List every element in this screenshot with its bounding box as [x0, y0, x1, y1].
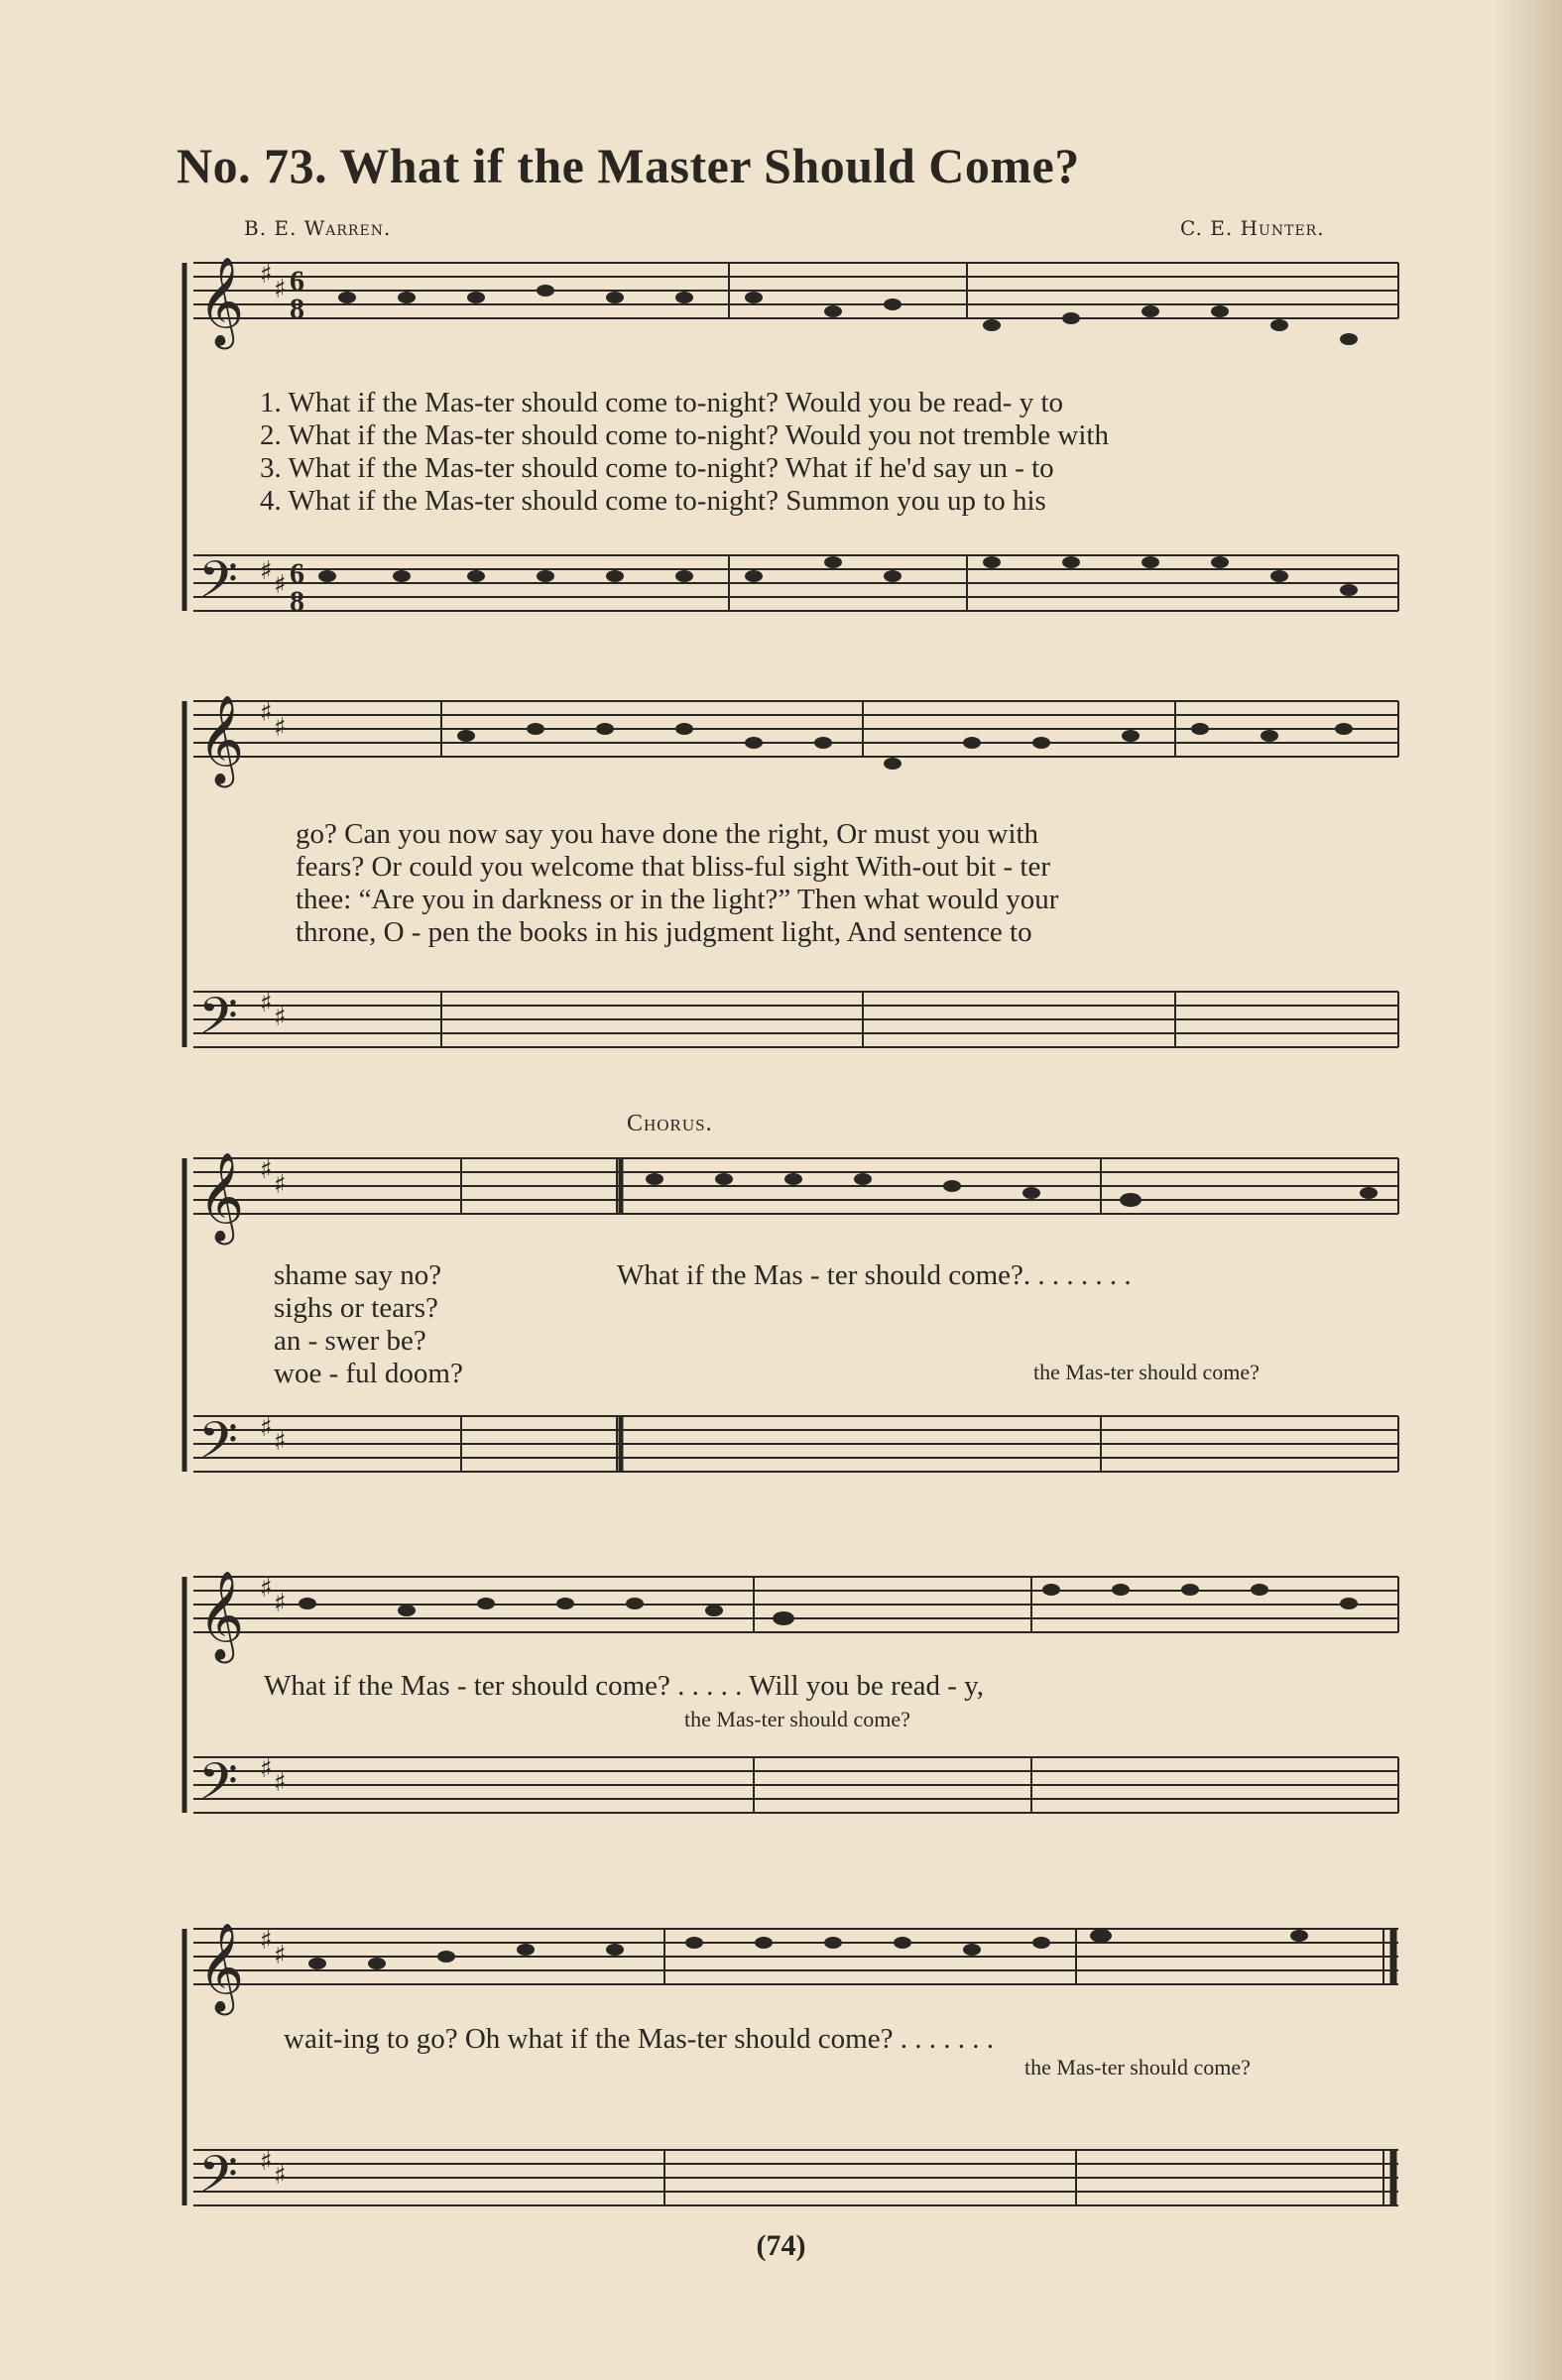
svg-text:𝄞: 𝄞 — [198, 1923, 245, 2012]
svg-text:♯: ♯ — [274, 1768, 287, 1798]
clefs — [198, 257, 244, 2216]
barlines — [441, 263, 1398, 2205]
svg-text:♯: ♯ — [274, 1941, 287, 1970]
svg-text:8: 8 — [290, 293, 304, 325]
svg-text:♯: ♯ — [274, 1003, 287, 1032]
svg-text:𝄢: 𝄢 — [198, 986, 238, 1058]
svg-text:𝄢: 𝄢 — [198, 1410, 238, 1483]
verse-2-line-1: 2. What if the Mas-ter should come to-night? Would you not tremble with — [260, 419, 1109, 451]
verse-4-line-2: throne, O - pen the books in his judgment light, And sentence to — [296, 916, 1032, 948]
page-number: (74) — [756, 2229, 806, 2262]
svg-text:♯: ♯ — [260, 1574, 273, 1604]
verse-1-line-3: shame say no? — [274, 1259, 442, 1291]
verse-4-line-3: woe - ful doom? — [274, 1358, 463, 1389]
svg-text:♯: ♯ — [260, 698, 273, 728]
verse-1-line-2: go? Can you now say you have done the right, Or must you with — [296, 818, 1039, 850]
svg-text:𝄞: 𝄞 — [198, 1571, 245, 1660]
chorus-label: Chorus. — [627, 1111, 713, 1136]
svg-text:♯: ♯ — [274, 275, 287, 304]
svg-text:𝄞: 𝄞 — [198, 695, 245, 784]
staff-lines — [193, 263, 1398, 2205]
composer-credit: C. E. Hunter. — [1180, 216, 1325, 240]
svg-text:𝄢: 𝄢 — [198, 2144, 238, 2216]
svg-text:♯: ♯ — [260, 260, 273, 290]
hymn-title: No. 73. What if the Master Should Come? — [177, 138, 1080, 193]
verse-4-line-1: 4. What if the Mas-ter should come to-night? Summon you up to his — [260, 485, 1046, 517]
svg-text:♯: ♯ — [260, 556, 273, 586]
svg-text:♯: ♯ — [260, 989, 273, 1018]
svg-text:♯: ♯ — [274, 713, 287, 743]
chorus-line-3: wait-ing to go? Oh what if the Mas-ter should come? . . . . . . . — [284, 2023, 994, 2055]
svg-text:♯: ♯ — [260, 1413, 273, 1443]
chorus-line-2: What if the Mas - ter should come? . . . . . Will you be read - y, — [264, 1670, 985, 1702]
svg-text:♯: ♯ — [260, 1926, 273, 1956]
key-signatures — [260, 260, 287, 2191]
svg-text:8: 8 — [290, 585, 304, 618]
svg-text:♯: ♯ — [274, 1427, 287, 1457]
svg-text:6: 6 — [290, 265, 304, 298]
author-credit: B. E. Warren. — [244, 216, 392, 240]
verse-3-line-3: an - swer be? — [274, 1325, 426, 1357]
svg-text:𝄞: 𝄞 — [198, 1152, 245, 1242]
verse-3-line-2: thee: “Are you in darkness or in the light?” Then what would your — [296, 884, 1059, 915]
svg-text:♯: ♯ — [274, 2161, 287, 2191]
verse-2-line-3: sighs or tears? — [274, 1292, 438, 1324]
verse-2-line-2: fears? Or could you welcome that bliss-ful sight With-out bit - ter — [296, 851, 1050, 883]
svg-text:𝄞: 𝄞 — [198, 257, 245, 346]
svg-text:♯: ♯ — [274, 1170, 287, 1200]
verse-1-line-1: 1. What if the Mas-ter should come to-night? Would you be read- y to — [260, 387, 1064, 418]
svg-text:𝄢: 𝄢 — [198, 1751, 238, 1824]
svg-text:♯: ♯ — [260, 1155, 273, 1185]
svg-text:𝄢: 𝄢 — [198, 549, 238, 622]
verse-3-line-1: 3. What if the Mas-ter should come to-night? What if he'd say un - to — [260, 452, 1054, 484]
svg-text:6: 6 — [290, 557, 304, 590]
chorus-echo-2: the Mas-ter should come? — [684, 1707, 910, 1731]
svg-text:♯: ♯ — [274, 570, 287, 600]
chorus-echo-1: the Mas-ter should come? — [1033, 1360, 1260, 1384]
svg-text:♯: ♯ — [274, 1589, 287, 1618]
svg-text:♯: ♯ — [260, 1754, 273, 1784]
chorus-line-1: What if the Mas - ter should come?. . . . . . . . — [617, 1259, 1132, 1291]
svg-text:♯: ♯ — [260, 2147, 273, 2177]
chorus-echo-3: the Mas-ter should come? — [1024, 2055, 1251, 2080]
